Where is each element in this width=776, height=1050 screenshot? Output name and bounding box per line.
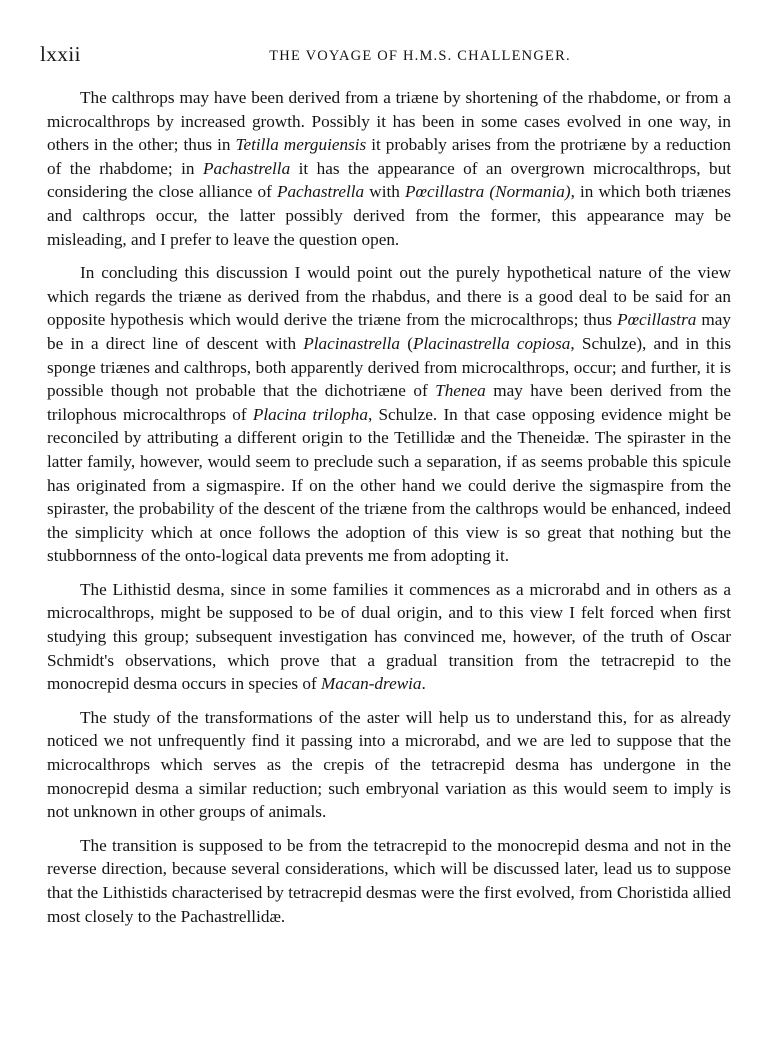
text-run: it has the appearance of an overgrown microcalthrops, but considering the close alliance of xyxy=(47,158,731,202)
taxon-name: Pœcillastra (Normania) xyxy=(405,182,571,202)
text-run: , in which both triænes and calthrops occur, the latter possibly derived from the former, this appearance may be misleading, and I prefer to leave the question open. xyxy=(47,182,731,249)
text-run: The Lithistid desma, since in some families it commences as a microrabd and in others as a microcalthrops, might be supposed to be of dual origin, and to this view I felt forced when first studying this group; subsequent investigation has convinced me, however, of the truth of Oscar Schmidt's observations, which prove that a gradual transition from the tetracrepid to the monocrepid desma occurs in species of xyxy=(47,579,731,694)
taxon-name: Placinastrella xyxy=(303,333,401,353)
taxon-name: Pachastrella xyxy=(276,182,365,202)
paragraph-1 xyxy=(47,86,731,251)
text-run: In concluding this discussion I would point out the purely hypothetical nature of the view which regards the triæne as derived from the rhabdus, and there is a good deal to be said for an opposite hypothesis which would derive the triæne from the microcalthrops; thus xyxy=(47,263,731,330)
taxon-name: Pachastrella xyxy=(202,158,291,178)
body-text xyxy=(47,86,731,928)
paragraph-5 xyxy=(47,834,731,928)
taxon-name: Thenea xyxy=(435,381,486,401)
text-run: , Schulze), and in this sponge triænes and calthrops, both apparently derived from microcalthrops, occur; and further, it is possible though not probable that the dichotriæne of xyxy=(47,333,732,401)
paragraph-2 xyxy=(47,261,731,568)
text-run: may have been derived from the trilophous microcalthrops of xyxy=(47,381,731,424)
taxon-name: Tetilla merguiensis xyxy=(235,135,367,155)
text-run: The calthrops may have been derived from a triæne by shortening of the rhabdome, or from a microcalthrops by increased growth. Possibly it has been in some cases evolved in one way, in others in the other; thus in xyxy=(47,88,731,155)
running-title: THE VOYAGE OF H.M.S. CHALLENGER. xyxy=(269,48,571,64)
text-run: ( xyxy=(400,333,413,353)
taxon-name: Placinastrella copiosa xyxy=(412,333,571,353)
text-run: it probably arises from the protriæne by a reduction of the rhabdome; in xyxy=(47,135,731,178)
taxon-name: Pœcillastra xyxy=(617,310,697,330)
text-run: , Schulze. In that case opposing evidence might be reconciled by attributing a different origin to the Tetillidæ and the Theneidæ. The spiraster in the latter family, however, would seem to preclude such a separation, if as seems probable this spicule has originated from a sigmaspire. If on the other hand we could derive the sigmaspire from the spiraster, the probability of the descent of the triæne from the calthrops would be enhanced, indeed the simplicity which at once follows the adoption of this view is so great that nothing but the stubbornness of the onto-logical data prevents me from adopting it. xyxy=(47,404,731,566)
text-run: The transition is supposed to be from the tetracrepid to the monocrepid desma and not in the reverse direction, because several considerations, which will be discussed later, lead us to suppose that the Lithistids characterised by tetracrepid desmas were the first evolved, from Choristida allied most closely to the Pachastrellidæ. xyxy=(47,835,731,926)
text-run: . xyxy=(421,674,426,694)
page-header xyxy=(40,36,740,66)
taxon-name: Macan-drewia xyxy=(320,674,422,694)
text-run: The study of the transformations of the aster will help us to understand this, for as already noticed we not unfrequently find it passing into a microrabd, and we are led to suppose that the microcalthrops which serves as the crepis of the tetracrepid desma has undergone in the monocrepid desma a similar reduction; such embryonal variation as this would seem to imply is not unknown in other groups of animals. xyxy=(47,707,731,822)
taxon-name: Placina trilopha xyxy=(252,404,368,424)
text-run: may be in a direct line of descent with xyxy=(47,310,731,353)
paragraph-4 xyxy=(47,706,731,824)
text-run: with xyxy=(364,182,405,202)
page-number: lxxii xyxy=(40,42,82,66)
paragraph-3 xyxy=(47,578,731,696)
